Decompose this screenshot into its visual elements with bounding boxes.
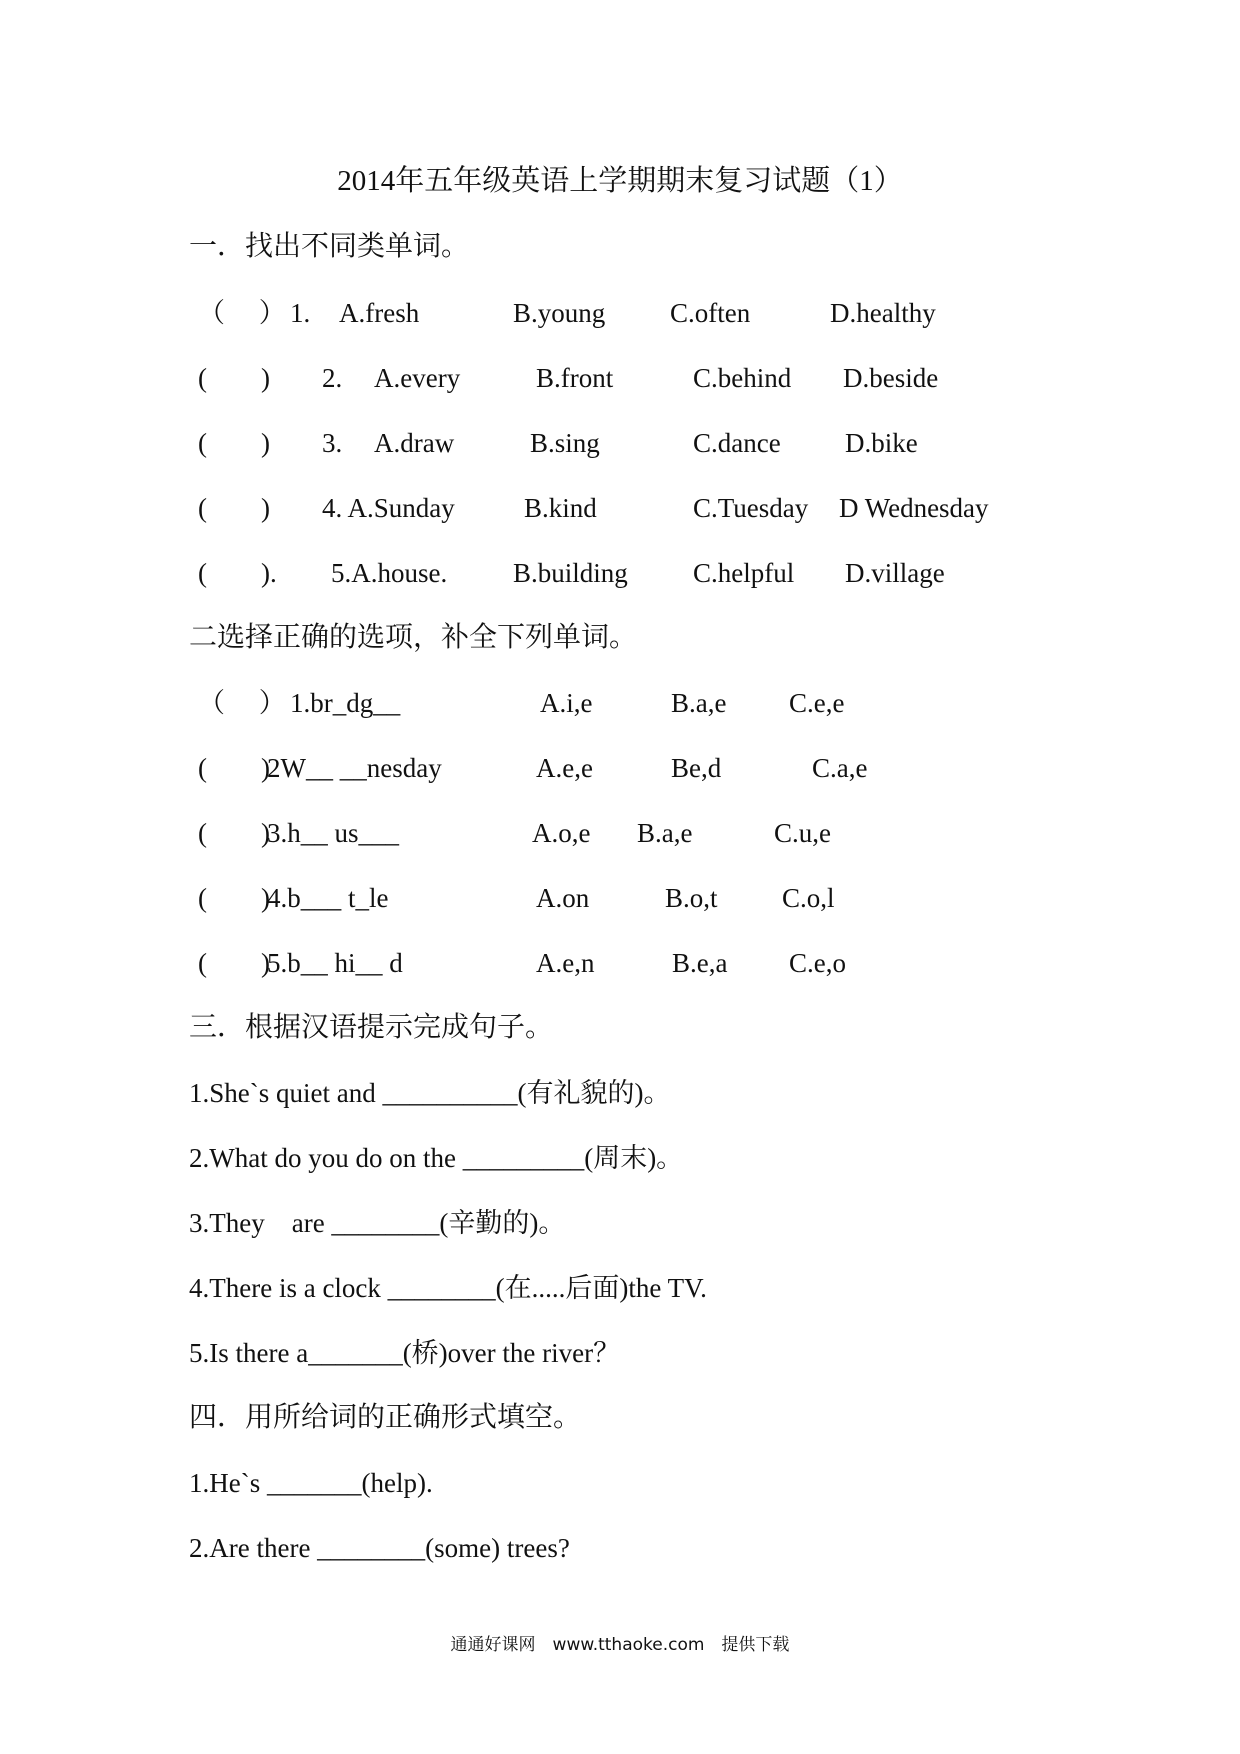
item-number: 4. A.Sunday [322, 493, 455, 523]
option-c: C.dance [693, 428, 781, 458]
option-a: A.i,e [540, 688, 593, 718]
option-d: D.village [845, 558, 945, 588]
section-3-sentence: 4.There is a clock ________(在.....后面)the TV. [189, 1273, 707, 1303]
fill-word: 5.b__ hi__ d [267, 948, 403, 978]
option-b: B.a,e [637, 818, 693, 848]
page-footer: 通通好课网 www.tthaoke.com 提供下载 [450, 1635, 790, 1655]
section-3-sentence: 5.Is there a_______(桥)over the river？ [189, 1338, 621, 1368]
option-c: C.e,o [789, 948, 846, 978]
answer-paren: （ ） [198, 688, 286, 718]
item-number: 3. [322, 428, 343, 458]
option-c: C.o,l [782, 883, 835, 913]
section-4-sentence: 1.He`s _______(help). [189, 1468, 433, 1498]
answer-paren: ( ) [198, 428, 270, 458]
option-a: A.on [536, 883, 590, 913]
answer-paren: ( ) [198, 948, 270, 978]
answer-paren: ( ) [198, 493, 270, 523]
section-4-sentence: 2.Are there ________(some) trees? [189, 1533, 570, 1563]
answer-paren: （ ） [198, 298, 286, 328]
option-c: C.e,e [789, 688, 845, 718]
option-c: C.often [670, 298, 751, 328]
section-4-heading: 四．用所给词的正确形式填空。 [189, 1402, 582, 1433]
option-a: A.e,e [536, 753, 593, 783]
option-a: A.e,n [536, 948, 595, 978]
fill-word: 3.h__ us___ [267, 818, 400, 848]
section-3-sentence: 2.What do you do on the _________(周末)。 [189, 1143, 684, 1173]
option-a: A.every [374, 363, 461, 393]
item-number: 5.A.house. [331, 558, 448, 588]
answer-paren: ( ) [198, 753, 270, 783]
item-number: 1. [290, 298, 311, 328]
option-c: C.Tuesday [693, 493, 809, 523]
page-title: 2014年五年级英语上学期期末复习试题（1） [337, 165, 903, 197]
option-c: C.a,e [812, 753, 868, 783]
option-d: D.bike [845, 428, 918, 458]
option-a: A.fresh [339, 298, 420, 328]
option-b: B.front [536, 363, 614, 393]
fill-word: 1.br_dg__ [290, 688, 401, 718]
option-b: B.young [513, 298, 606, 328]
option-b: Be,d [671, 753, 722, 783]
option-b: B.a,e [671, 688, 727, 718]
option-b: B.o,t [665, 883, 718, 913]
option-c: C.u,e [774, 818, 831, 848]
option-b: B.building [513, 558, 628, 588]
answer-paren: ( ) [198, 363, 270, 393]
fill-word: 4.b___ t_le [267, 883, 389, 913]
option-b: B.e,a [672, 948, 728, 978]
option-a: A.o,e [532, 818, 591, 848]
option-b: B.kind [524, 493, 597, 523]
answer-paren: ( ). [198, 558, 277, 588]
option-d: D.beside [843, 363, 939, 393]
item-number: 2. [322, 363, 343, 393]
section-3-heading: 三．根据汉语提示完成句子。 [189, 1012, 554, 1043]
answer-paren: ( ) [198, 818, 270, 848]
answer-paren: ( ) [198, 883, 270, 913]
option-a: A.draw [374, 428, 455, 458]
fill-word: 2W__ __nesday [267, 753, 442, 783]
section-2-heading: 二选择正确的选项，补全下列单词。 [189, 622, 638, 653]
option-b: B.sing [530, 428, 600, 458]
option-d: D Wednesday [839, 493, 989, 523]
option-c: C.behind [693, 363, 792, 393]
option-c: C.helpful [693, 558, 795, 588]
option-d: D.healthy [830, 298, 936, 328]
section-3-sentence: 1.She`s quiet and __________(有礼貌的)。 [189, 1078, 671, 1108]
section-3-sentence: 3.They are ________(辛勤的)。 [189, 1208, 566, 1238]
section-1-heading: 一．找出不同类单词。 [189, 231, 470, 262]
